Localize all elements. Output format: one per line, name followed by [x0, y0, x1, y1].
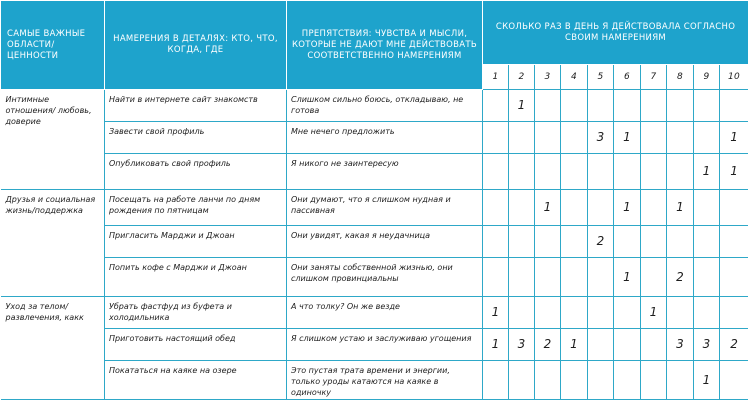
day-header: 4: [561, 65, 588, 90]
count-cell: [561, 226, 588, 258]
obstacle-cell: Слишком сильно боюсь, откладываю, не готова: [287, 90, 483, 122]
intention-cell: Пригласить Марджи и Джоан: [105, 226, 287, 258]
count-cell: 1: [720, 122, 748, 154]
count-cell: [483, 361, 509, 400]
count-cell: 1: [720, 154, 748, 190]
count-cell: 1: [483, 297, 509, 329]
count-cell: [588, 258, 614, 297]
count-cell: [588, 361, 614, 400]
intention-cell: Завести свой профиль: [105, 122, 287, 154]
count-cell: 3: [667, 329, 694, 361]
obstacle-cell: Я никого не заинтересую: [287, 154, 483, 190]
obstacle-cell: Они думают, что я слишком нудная и пассивная: [287, 190, 483, 226]
count-cell: [614, 297, 641, 329]
count-cell: [667, 90, 694, 122]
count-cell: [641, 258, 667, 297]
count-cell: [561, 122, 588, 154]
day-header: 2: [509, 65, 535, 90]
intention-cell: Найти в интернете сайт знакомств: [105, 90, 287, 122]
count-cell: [509, 226, 535, 258]
count-cell: [509, 258, 535, 297]
count-cell: [535, 297, 561, 329]
count-cell: [641, 361, 667, 400]
table-row: [1, 361, 748, 400]
count-cell: [614, 226, 641, 258]
header-intentions: НАМЕРЕНИЯ В ДЕТАЛЯХ: КТО, ЧТО, КОГДА, ГДЕ: [105, 1, 287, 90]
intention-cell: Опубликовать свой профиль: [105, 154, 287, 190]
count-cell: 1: [614, 122, 641, 154]
count-cell: [509, 154, 535, 190]
count-cell: [694, 258, 720, 297]
count-cell: 1: [694, 154, 720, 190]
table-row: [1, 297, 748, 329]
count-cell: [667, 122, 694, 154]
count-cell: [694, 297, 720, 329]
count-cell: [614, 90, 641, 122]
intention-cell: Убрать фастфуд из буфета и холодильника: [105, 297, 287, 329]
header-times: СКОЛЬКО РАЗ В ДЕНЬ Я ДЕЙСТВОВАЛА СОГЛАСНО СВОИМ НАМЕРЕНИЯМ: [483, 1, 748, 65]
intention-cell: Посещать на работе ланчи по дням рождения по пятницам: [105, 190, 287, 226]
count-cell: 3: [694, 329, 720, 361]
count-cell: [720, 361, 748, 400]
intention-cell: Попить кофе с Марджи и Джоан: [105, 258, 287, 297]
count-cell: 1: [561, 329, 588, 361]
day-header: 5: [588, 65, 614, 90]
count-cell: [641, 329, 667, 361]
obstacle-cell: Они заняты собственной жизнью, они слишком провинциальны: [287, 258, 483, 297]
count-cell: 1: [667, 190, 694, 226]
count-cell: 2: [720, 329, 748, 361]
count-cell: [667, 361, 694, 400]
day-header: 9: [694, 65, 720, 90]
table-row: [1, 190, 748, 226]
count-cell: [483, 90, 509, 122]
count-cell: [561, 258, 588, 297]
count-cell: [667, 154, 694, 190]
count-cell: 1: [614, 190, 641, 226]
count-cell: 2: [535, 329, 561, 361]
count-cell: 2: [588, 226, 614, 258]
count-cell: [561, 297, 588, 329]
count-cell: [694, 226, 720, 258]
count-cell: [561, 190, 588, 226]
day-header: 1: [483, 65, 509, 90]
intention-cell: Покататься на каяке на озере: [105, 361, 287, 400]
day-header: 7: [641, 65, 667, 90]
count-cell: [535, 90, 561, 122]
count-cell: [483, 258, 509, 297]
count-cell: [509, 361, 535, 400]
count-cell: 1: [614, 258, 641, 297]
count-cell: 2: [667, 258, 694, 297]
count-cell: [614, 361, 641, 400]
table-row: [1, 258, 748, 297]
count-cell: [535, 361, 561, 400]
count-cell: [694, 90, 720, 122]
count-cell: [720, 90, 748, 122]
count-cell: [694, 122, 720, 154]
count-cell: 3: [588, 122, 614, 154]
count-cell: [561, 154, 588, 190]
table-row: [1, 90, 748, 122]
count-cell: 1: [509, 90, 535, 122]
day-header: 6: [614, 65, 641, 90]
table-row: [1, 154, 748, 190]
count-cell: [561, 361, 588, 400]
count-cell: [588, 90, 614, 122]
count-cell: [667, 297, 694, 329]
count-cell: 1: [694, 361, 720, 400]
count-cell: [588, 190, 614, 226]
count-cell: [588, 154, 614, 190]
obstacle-cell: Это пустая трата времени и энергии, только уроды катаются на каяке в одиночку: [287, 361, 483, 400]
count-cell: [641, 190, 667, 226]
count-cell: [614, 154, 641, 190]
count-cell: [641, 226, 667, 258]
day-header: 10: [720, 65, 748, 90]
count-cell: [641, 122, 667, 154]
count-cell: 3: [509, 329, 535, 361]
count-cell: 1: [641, 297, 667, 329]
count-cell: [641, 90, 667, 122]
count-cell: [483, 154, 509, 190]
count-cell: [720, 226, 748, 258]
obstacle-cell: Мне нечего предложить: [287, 122, 483, 154]
count-cell: [483, 122, 509, 154]
count-cell: 1: [483, 329, 509, 361]
count-cell: [509, 190, 535, 226]
count-cell: [509, 297, 535, 329]
obstacle-cell: Я слишком устаю и заслуживаю угощения: [287, 329, 483, 361]
table-row: [1, 226, 748, 258]
count-cell: [483, 190, 509, 226]
table-row: [1, 122, 748, 154]
count-cell: [720, 297, 748, 329]
count-cell: [561, 90, 588, 122]
area-cell: Уход за телом/ развлечения, какк: [1, 297, 105, 400]
count-cell: [641, 154, 667, 190]
count-cell: [667, 226, 694, 258]
obstacle-cell: А что толку? Он же везде: [287, 297, 483, 329]
header-areas: САМЫЕ ВАЖНЫЕ ОБЛАСТИ/ ЦЕННОСТИ: [1, 1, 105, 90]
count-cell: [535, 258, 561, 297]
obstacle-cell: Они увидят, какая я неудачница: [287, 226, 483, 258]
count-cell: [535, 226, 561, 258]
count-cell: [509, 122, 535, 154]
area-cell: Друзья и социальная жизнь/поддержка: [1, 190, 105, 297]
count-cell: [535, 122, 561, 154]
count-cell: [483, 226, 509, 258]
count-cell: [694, 190, 720, 226]
header-obstacles: ПРЕПЯТСТВИЯ: ЧУВСТВА И МЫСЛИ, КОТОРЫЕ НЕ ДАЮТ МНЕ ДЕЙСТВОВАТЬ СООТВЕТСТВЕННО НАМЕРЕНИЯМ: [287, 1, 483, 90]
count-cell: [614, 329, 641, 361]
area-cell: Интимные отношения/ любовь, доверие: [1, 90, 105, 190]
day-header: 3: [535, 65, 561, 90]
table-row: [1, 329, 748, 361]
count-cell: [720, 190, 748, 226]
count-cell: [588, 329, 614, 361]
count-cell: [588, 297, 614, 329]
day-header: 8: [667, 65, 694, 90]
intention-cell: Приготовить настоящий обед: [105, 329, 287, 361]
count-cell: 1: [535, 190, 561, 226]
count-cell: [720, 258, 748, 297]
count-cell: [535, 154, 561, 190]
